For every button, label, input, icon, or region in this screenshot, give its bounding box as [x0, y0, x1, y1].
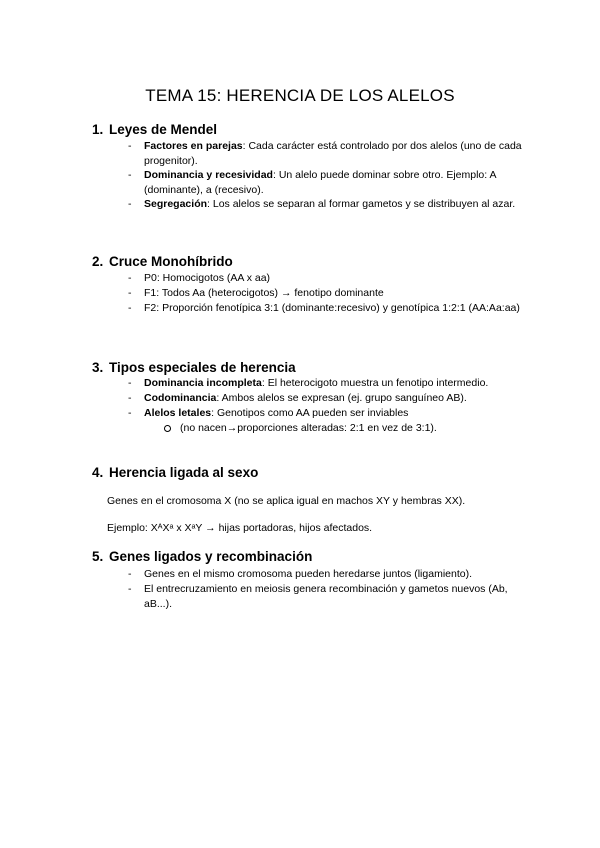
- section-number: 4.: [92, 465, 104, 480]
- page-title: TEMA 15: HERENCIA DE LOS ALELOS: [145, 86, 455, 105]
- term: Alelos letales: [144, 407, 212, 419]
- section-number: 5.: [92, 549, 104, 564]
- definition: : Un alelo puede dominar sobre otro. Ejemplo: A (dominante), a (recesivo).: [144, 169, 496, 196]
- definition: : Ambos alelos se expresan (ej. grupo sanguíneo AB).: [216, 392, 467, 404]
- item-text: P0: Homocigotos (AA x aa): [144, 272, 271, 284]
- section-heading-2: [92, 254, 233, 269]
- item-text: F2: Proporción fenotípica 3:1 (dominante:recesivo) y genotípica 1:2:1 (AA:Aa:aa): [144, 302, 520, 314]
- term: Segregación: [144, 198, 208, 210]
- section-heading-1: [92, 122, 217, 137]
- list-item: - Dominancia y recesividad: Un alelo puede dominar sobre otro. Ejemplo: A (dominante), a (recesivo).: [128, 169, 496, 196]
- section-title: Herencia ligada al sexo: [109, 465, 259, 480]
- list-item: - Alelos letales: Genotipos como AA pueden ser inviables: [128, 407, 409, 419]
- list-item: - Factores en parejas: Cada carácter está controlado por dos alelos (uno de cada progenitor).: [128, 140, 522, 167]
- item-text: El entrecruzamiento en meiosis genera recombinación y gametos nuevos (Ab, aB...).: [144, 583, 508, 610]
- term: Dominancia y recesividad: [144, 169, 273, 181]
- section-heading-5: [92, 549, 312, 564]
- definition: : Los alelos se separan al formar gametos y se distribuyen al azar.: [207, 198, 516, 210]
- item-text: Genes en el mismo cromosoma pueden heredarse juntos (ligamiento).: [144, 568, 472, 580]
- definition: : El heterocigoto muestra un fenotipo intermedio.: [261, 377, 489, 389]
- sub-list-item: [180, 421, 530, 436]
- paragraph: Genes en el cromosoma X (no se aplica igual en machos XY y hembras XX).: [107, 495, 466, 507]
- list-item: - Dominancia incompleta: El heterocigoto muestra un fenotipo intermedio.: [128, 377, 489, 389]
- item-text: (no nacen→proporciones alteradas: 2:1 en vez de 3:1).: [180, 422, 437, 434]
- section-heading-3: [92, 360, 296, 375]
- list-item: - Codominancia: Ambos alelos se expresan (ej. grupo sanguíneo AB).: [128, 392, 467, 404]
- section-title: Cruce Monohíbrido: [109, 254, 233, 269]
- list-item: - Genes en el mismo cromosoma pueden heredarse juntos (ligamiento).: [128, 568, 472, 580]
- section-number: 2.: [92, 254, 104, 269]
- section-heading-4: [92, 465, 258, 480]
- definition: : Cada carácter está controlado por dos alelos (uno de cada progenitor).: [144, 140, 522, 167]
- section-title: Genes ligados y recombinación: [109, 549, 313, 564]
- paragraph: Ejemplo: XᴬXᵃ x XᵃY → hijas portadoras, hijos afectados.: [107, 522, 373, 534]
- section-title: Leyes de Mendel: [109, 122, 218, 137]
- list-item: - P0: Homocigotos (AA x aa): [128, 272, 271, 284]
- term: Factores en parejas: [144, 140, 243, 152]
- bullet-circle-icon: [164, 425, 171, 432]
- item-text: F1: Todos Aa (heterocigotos) → fenotipo dominante: [144, 287, 384, 299]
- list-item: - F1: Todos Aa (heterocigotos) → fenotipo dominante: [128, 287, 384, 299]
- list-item: - F2: Proporción fenotípica 3:1 (dominante:recesivo) y genotípica 1:2:1 (AA:Aa:aa): [128, 302, 520, 314]
- term: Codominancia: [144, 392, 217, 404]
- section-number: 1.: [92, 122, 104, 137]
- term: Dominancia incompleta: [144, 377, 262, 389]
- definition: : Genotipos como AA pueden ser inviables: [211, 407, 409, 419]
- section-title: Tipos especiales de herencia: [109, 360, 296, 375]
- section-number: 3.: [92, 360, 104, 375]
- list-item: - El entrecruzamiento en meiosis genera recombinación y gametos nuevos (Ab, aB...).: [128, 583, 508, 610]
- list-item: - Segregación: Los alelos se separan al formar gametos y se distribuyen al azar.: [128, 198, 516, 210]
